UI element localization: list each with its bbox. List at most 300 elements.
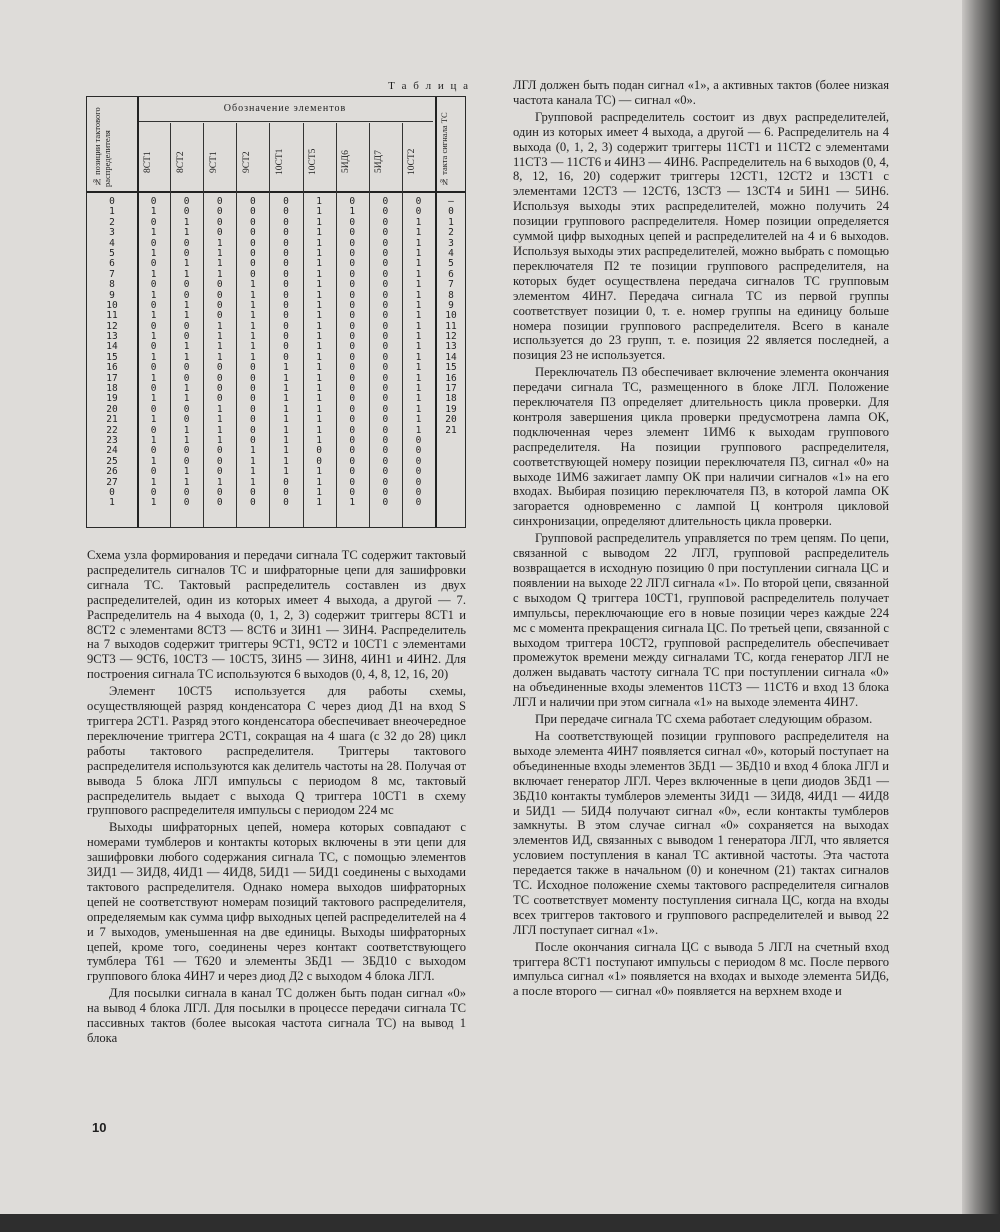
table-cell: 1 [415, 289, 422, 301]
table-cell: 0 [382, 383, 389, 395]
table-cell [437, 498, 465, 508]
table-cell: 1 [283, 372, 289, 384]
table-cell: 11 [106, 310, 118, 322]
table-cell: 0 [250, 216, 256, 228]
table-cell: 0 [183, 486, 190, 498]
table-column-element [236, 197, 269, 509]
table-cell: 1 [183, 351, 190, 363]
table-cell: 1 [283, 362, 289, 374]
table-cell: 1 [250, 299, 256, 311]
table-cell: 0 [349, 486, 356, 498]
paragraph: Групповой распределитель состоит из двух распределителей, один из которых имеет 4 выхода, а другой — 6. Распределитель на 4 выхода (0, 1, 2, 3) содержит триггеры 11СТ1 и 11СТ2 с элементами 11СТ3 — 11СТ6 и 4ИН3 — 4ИН6. Распределитель на 6 выходов (0, 4, 8, 12, 16, 20) содержит триггеры 12СТ1, 12СТ2 и 13СТ1 с элементами 12СТ3 — 12СТ6, 13СТ3 — 13СТ4 и 5ИН1 — 5ИН6. Используя выходы этих распределителей, можно получить 24 позиции группового распределителя. Номер позиции определяется суммой цифр выходных цепей и распределителей на 4 и 6 выходов. Используя выходы этих распределителей, можно выбрать с помощью переключателя П2 те позиции группового распределителя, на которых будет осуществлена передача сигналов ТС групповым элементом 4ИН7. Передача сигнала ТС из первой группы соответствует позиции 0, т. е. номер группы на единицу больше номера позиции группового распределителя. Всего в канале используется до 23 групп, т. е. позиция 22 является последней, а позиция 23 не используется. [513, 109, 889, 363]
paragraph: После окончания сигнала ЦС с вывода 5 ЛГЛ на счетный вход триггера 8СТ1 поступают импульсы с периодом 8 мс. После первого импульса сигнал «1» появляется на входах и выходе элемента 5ИД6, а после второго — сигнал «0» появляется на верхнем входе и [513, 939, 889, 999]
table-cell: 0 [382, 320, 389, 332]
table-cell: 1 [250, 476, 256, 488]
table-cell: 1 [250, 279, 256, 291]
table-cell: 8 [109, 279, 115, 291]
table-cell: 1 [316, 351, 322, 363]
table-cell: 0 [382, 227, 389, 239]
table-cell: — [448, 196, 454, 207]
table-cell: 1 [415, 320, 422, 332]
table-cell: 1 [216, 403, 223, 415]
table-cell: 1 [150, 289, 157, 301]
table-cell: 21 [445, 424, 457, 436]
table-cell: 1 [415, 310, 422, 322]
table-cell: 0 [283, 320, 289, 332]
table-cell: 0 [250, 434, 256, 446]
table-cell: 0 [150, 466, 157, 478]
table-cell: 1 [316, 372, 322, 384]
table-cell: 0 [183, 445, 190, 457]
table-cell: 0 [216, 445, 223, 457]
table-cell: 0 [349, 414, 356, 426]
table-cell: 1 [150, 206, 157, 218]
table-cell [437, 446, 465, 456]
table-cell: 0 [382, 341, 389, 353]
table-cell: 0 [349, 258, 356, 270]
table-cell: 0 [183, 497, 190, 509]
table-cell: 1 [316, 331, 322, 343]
table-cell: 0 [382, 216, 389, 228]
table-cell: 0 [283, 476, 289, 488]
table-cell: 1 [283, 383, 289, 395]
table-cell: 1 [415, 247, 422, 259]
table-cell: 1 [415, 341, 422, 353]
table-cell: 0 [216, 383, 223, 395]
table-cell: 0 [415, 434, 422, 446]
table-cell: 1 [415, 237, 422, 249]
table-cell: 5 [109, 247, 115, 259]
table-cell: 16 [445, 372, 457, 384]
table-cell: 0 [349, 268, 356, 280]
table-cell: 1 [316, 247, 322, 259]
table-cell: 0 [349, 372, 356, 384]
table-cell: 1 [283, 393, 289, 405]
table-cell: 0 [183, 414, 190, 426]
table-cell: 0 [216, 299, 223, 311]
table-cell: 0 [382, 351, 389, 363]
table-cell: 19 [106, 393, 118, 405]
table-cell: 0 [216, 497, 223, 509]
table-cell: 1 [150, 434, 157, 446]
table-cell: 0 [349, 383, 356, 395]
table-cell: 0 [382, 434, 389, 446]
table-cell: 1 [183, 466, 190, 478]
table-cell: 0 [316, 445, 322, 457]
table-cell: 1 [109, 206, 115, 218]
table-cell: 0 [382, 466, 389, 478]
table-cell: 0 [183, 362, 190, 374]
table-cell: 0 [283, 289, 289, 301]
table-cell: 12 [106, 320, 118, 332]
table-cell: 0 [382, 476, 389, 488]
table-cell: 1 [316, 206, 322, 218]
table-header-position: № позиции тактового распределителя [92, 107, 112, 187]
table-cell: 1 [283, 414, 289, 426]
table-cell: 1 [415, 279, 422, 291]
table-cell: 0 [216, 455, 223, 467]
table-cell: 0 [382, 196, 389, 207]
table-cell: 22 [106, 424, 118, 436]
table-cell: 1 [183, 434, 190, 446]
table-header-element: 8СТ2 [175, 151, 186, 173]
table-cell: 1 [316, 383, 322, 395]
table-cell: 21 [106, 414, 118, 426]
table-cell: 1 [316, 486, 322, 498]
left-text-column [87, 548, 466, 1048]
table-cell: 0 [183, 237, 190, 249]
table-cell: 1 [316, 227, 322, 239]
table-cell: 1 [316, 414, 322, 426]
table-cell: 0 [283, 258, 289, 270]
table-cell: 0 [382, 372, 389, 384]
table-cell: 9 [448, 299, 454, 311]
table-cell: 0 [150, 486, 157, 498]
table-cell: 0 [283, 216, 289, 228]
table-cell: 3 [109, 227, 115, 239]
table-cell: 0 [382, 299, 389, 311]
table-cell: 1 [109, 497, 115, 509]
table-cell: 0 [183, 247, 190, 259]
table-cell: 1 [283, 455, 289, 467]
table-cell: 1 [316, 299, 322, 311]
table-header-element: 10СТ2 [407, 148, 418, 176]
table-column-element [203, 197, 236, 509]
table-cell: 1 [150, 372, 157, 384]
table-cell: 1 [283, 403, 289, 415]
table-cell: 1 [150, 331, 157, 343]
table-cell: 0 [283, 331, 289, 343]
table-cell: 24 [106, 445, 118, 457]
table-cell: 5 [448, 258, 454, 270]
table-cell [437, 457, 465, 467]
table-cell: 0 [250, 206, 256, 218]
table-cell: 16 [106, 362, 118, 374]
table-cell: 1 [150, 247, 157, 259]
table-cell: 0 [216, 372, 223, 384]
table-cell: 23 [106, 434, 118, 446]
table-cell: 0 [250, 497, 256, 509]
table-column-element [137, 197, 170, 509]
table-cell: 0 [283, 247, 289, 259]
data-table [86, 96, 466, 528]
table-header-element: 5ИД7 [374, 150, 385, 174]
table-cell [437, 488, 465, 498]
table-cell: 2 [109, 216, 115, 228]
table-caption: Т а б л и ц а [388, 80, 470, 92]
table-cell: 13 [445, 341, 457, 353]
table-cell: 0 [183, 279, 190, 291]
table-cell: 0 [183, 289, 190, 301]
table-cell: 0 [216, 393, 223, 405]
table-cell: 0 [382, 445, 389, 457]
table-cell: 1 [316, 268, 322, 280]
table-cell: 1 [316, 403, 322, 415]
table-cell: 0 [382, 258, 389, 270]
table-cell: 0 [382, 424, 389, 436]
table-cell: 0 [349, 299, 356, 311]
table-cell: 0 [349, 455, 356, 467]
table-cell: 1 [415, 268, 422, 280]
table-cell: 0 [382, 497, 389, 509]
table-cell: 1 [316, 497, 322, 509]
table-cell: 13 [106, 331, 118, 343]
table-cell: 0 [216, 362, 223, 374]
paragraph: Выходы шифраторных цепей, номера которых совпадают с номерами тумблеров и контакты которых включены в эти цепи для зашифровки любого содержания сигнала ТС, с помощью элементов 3ИД1 — 3ИД8, 4ИД1 — 4ИД8, 5ИД1 — 5ИД1 соединены с выходами тактового распределителя. Однако номера выходов шифраторных цепей не соответствуют номерам позиций тактового распределителя, определяемым как сумма цифр выходных цепей распределителей на 4 и 7 выходов, уменьшенная на две единицы. Выходы шифраторных цепей, кроме того, соединены через контакт соответствующего тумблера Т61 — Т620 и элементы 3БД1 — 3БД10 с выходом группового блока 4ИН7 и через диод Д2 с выходом 4 блока ЛГЛ. [87, 820, 466, 984]
table-cell: 0 [382, 268, 389, 280]
table-cell: 0 [150, 341, 157, 353]
table-cell: 1 [349, 497, 356, 509]
table-cell: 1 [183, 227, 190, 239]
table-cell: 0 [183, 372, 190, 384]
table-cell: 0 [415, 486, 422, 498]
table-cell: 7 [109, 268, 115, 280]
table-cell: 0 [250, 196, 256, 207]
table-cell: 1 [349, 206, 356, 218]
table-cell: 17 [445, 383, 457, 395]
table-cell: 0 [382, 237, 389, 249]
table-cell: 1 [216, 434, 223, 446]
table-cell: 1 [316, 424, 322, 436]
table-cell: 0 [150, 424, 157, 436]
table-cell: 0 [382, 414, 389, 426]
table-cell: 0 [349, 466, 356, 478]
table-cell: 1 [316, 393, 322, 405]
table-cell: 0 [109, 196, 115, 207]
table-cell: 1 [216, 247, 223, 259]
page-number: 10 [92, 1120, 107, 1135]
table-cell: 0 [382, 310, 389, 322]
table-cell: 0 [349, 310, 356, 322]
table-column-element [269, 197, 302, 509]
paragraph: На соответствующей позиции группового распределителя на выходе элемента 4ИН7 появляется сигнал «0», который поступает на объединенные входы элементов 3БД1 — 3БД10 и вход 4 блока ЛГЛ и включает генератор ЛГЛ. Через включенные в цепи диодов 3БД1 — 3БД10 контакты тумблеров элементы 3ИД1 — 3ИД8, 4ИД1 — 4ИД8 и 5ИД1 — 5ИД4 получают сигнал «0», если контакты тумблеров замкнуты. В этом случае сигнал «0» сохраняется на выходах элементов ИД, связанных с выводом 1 генератора ЛГЛ, что является условием поступления в канал ТС активной частоты. Эта частота передается также в начальном (0) и конечном (21) тактах сигналов ТС. Исходное положение схемы тактового распределителя сигналов ТС соответствует моменту поступления сигнала ЦС, когда на входы всех триггеров тактового и группового распределителей и вывод 22 ЛГЛ поступает сигнал «1». [513, 728, 889, 937]
paragraph: При передаче сигнала ТС схема работает следующим образом. [535, 712, 873, 727]
table-cell: 1 [415, 299, 422, 311]
table-cell: 1 [316, 341, 322, 353]
table-cell: 0 [349, 320, 356, 332]
table-cell: 6 [109, 258, 115, 270]
table-cell: 14 [106, 341, 118, 353]
table-cell: 0 [150, 362, 157, 374]
table-cell: 0 [283, 237, 289, 249]
table-cell: 1 [448, 216, 454, 228]
table-cell: 0 [382, 393, 389, 405]
table-cell: 0 [250, 414, 256, 426]
table-cell: 0 [250, 362, 256, 374]
table-cell: 0 [150, 320, 157, 332]
table-cell: 1 [316, 279, 322, 291]
table-cell: 0 [183, 320, 190, 332]
table-cell: 1 [250, 289, 256, 301]
table-cell: 0 [349, 393, 356, 405]
table-cell: 0 [349, 331, 356, 343]
table-cell: 1 [415, 362, 422, 374]
table-cell: 1 [316, 237, 322, 249]
table-cell: 1 [183, 299, 190, 311]
table-cell: 3 [448, 237, 454, 249]
table-cell: 0 [216, 227, 223, 239]
table-cell: 0 [250, 268, 256, 280]
table-cell: 1 [183, 216, 190, 228]
table-cell: 0 [349, 247, 356, 259]
table-cell: 20 [445, 414, 457, 426]
table-cell: 1 [150, 476, 157, 488]
table-cell: 1 [183, 393, 190, 405]
table-cell: 1 [316, 216, 322, 228]
table-cell: 0 [349, 362, 356, 374]
table-cell: 1 [316, 196, 322, 207]
table-header-bottom-line [87, 191, 465, 193]
table-cell: 1 [183, 476, 190, 488]
table-cell: 15 [106, 351, 118, 363]
table-header-element: 10СТ1 [275, 148, 285, 176]
table-cell: 1 [216, 476, 223, 488]
table-cell: 12 [445, 331, 457, 343]
table-cell: 1 [150, 414, 157, 426]
table-cell: 1 [216, 320, 223, 332]
table-column-element [369, 197, 402, 509]
table-cell: 7 [448, 279, 454, 291]
table-header-tact: № такта сигнала ТС [439, 112, 449, 187]
table-cell: 0 [448, 206, 454, 218]
table-cell: 0 [150, 383, 157, 395]
table-cell: 1 [415, 331, 422, 343]
page-edge-shadow [962, 0, 1000, 1232]
table-cell: 1 [415, 383, 422, 395]
table-cell: 0 [216, 486, 223, 498]
table-cell: 1 [415, 414, 422, 426]
paragraph: Для посылки сигнала в канал ТС должен быть подан сигнал «0» на вывод 4 блока ЛГЛ. Для посылки в процессе передачи сигнала ТС пассивных тактов (более высокая частота сигнала ТС) на вывод 1 блока [87, 986, 466, 1045]
table-cell: 1 [216, 414, 223, 426]
table-cell: 0 [283, 279, 289, 291]
table-cell: 0 [150, 237, 157, 249]
table-cell: 1 [250, 310, 256, 322]
table-cell: 17 [106, 372, 118, 384]
table-cell: 0 [183, 331, 190, 343]
table-cell: 0 [382, 362, 389, 374]
table-cell: 0 [382, 247, 389, 259]
table-cell: 1 [183, 424, 190, 436]
table-cell: 0 [250, 372, 256, 384]
table-cell: 0 [283, 268, 289, 280]
table-cell: 0 [349, 476, 356, 488]
table-cell: 1 [250, 341, 256, 353]
table-cell: 0 [150, 403, 157, 415]
table-cell: 1 [316, 362, 322, 374]
table-cell [437, 436, 465, 446]
table-cell: 1 [216, 351, 223, 363]
table-cell: 0 [349, 216, 356, 228]
table-cell: 0 [382, 206, 389, 218]
table-header-element: 5ИД6 [341, 150, 352, 174]
table-cell: 0 [349, 341, 356, 353]
table-cell: 0 [250, 403, 256, 415]
table-cell: 1 [316, 310, 322, 322]
page-bottom-shadow [0, 1214, 1000, 1232]
table-cell: 18 [445, 393, 457, 405]
table-cell: 1 [150, 497, 157, 509]
table-cell: 1 [415, 351, 422, 363]
table-cell: 0 [415, 497, 422, 509]
table-cell: 1 [150, 268, 157, 280]
table-cell: 0 [382, 403, 389, 415]
table-cell: 0 [183, 206, 190, 218]
table-cell: 0 [250, 424, 256, 436]
table-cell: 0 [250, 383, 256, 395]
table-cell: 1 [150, 310, 157, 322]
table-cell: 0 [183, 196, 190, 207]
table-cell: 1 [316, 476, 322, 488]
table-cell: 0 [150, 445, 157, 457]
table-cell: 18 [106, 383, 118, 395]
table-cell: 0 [415, 466, 422, 478]
table-cell: 0 [250, 247, 256, 259]
table-cell: 1 [283, 466, 289, 478]
table-cell: 0 [150, 299, 157, 311]
table-cell: 1 [216, 331, 223, 343]
table-cell: 14 [445, 351, 457, 363]
table-cell: 1 [250, 331, 256, 343]
table-cell: 0 [150, 258, 157, 270]
table-cell: 1 [316, 258, 322, 270]
table-cell: 1 [250, 455, 256, 467]
table-cell: 1 [183, 258, 190, 270]
paragraph: Схема узла формирования и передачи сигнала ТС содержит тактовый распределитель сигналов ТС и шифраторные цепи для зашифровки сигнала ТС. Тактовый распределитель составлен из двух распределителей, один из которых имеет 4 выхода, а другой — 7. Распределитель на 4 выхода (0, 1, 2, 3) содержит триггеры 8СТ1 и 8СТ2 с элементами 8СТ3 — 8СТ6 и 3ИН1 — 3ИН4. Распределитель на 7 выходов содержит триггеры 9СТ1, 9СТ2 и 10СТ1 с элементами 9СТ3 — 9СТ6, 10СТ3 — 10СТ5, 3ИН5 — 3ИН8, 4ИН1 и 4ИН2. Для построения сигнала ТС используются 6 выходов (0, 4, 8, 12, 16, 20) [87, 548, 466, 682]
table-cell: 0 [216, 196, 223, 207]
table-column-element [303, 197, 336, 509]
table-cell: 0 [250, 258, 256, 270]
table-cell [437, 467, 465, 477]
table-cell: 0 [283, 299, 289, 311]
paragraph: Переключатель П3 обеспечивает включение элемента окончания передачи сигнала ТС, размещенного в блоке ЛГЛ. Положение переключателя П3 определяет длительность цикла проверки. Для контроля завершения цикла проверки предусмотрена лампа ОК, подключенная через элемент 1ИМ6 к выходам группового распределителя. На позиции группового распределителя, соответствующей номеру позиции переключателя П3, сигнал «0» на выходе 1ИМ6 зажигает лампу ОК при наличии сигналов «1» на его входах. Выбирая позицию переключателя П3, в которой лампа ОК загорается одновременно с лампой Ц контроля цикловой синхронизации, определяют длительность цикла проверки. [513, 365, 889, 529]
table-cell: 1 [150, 351, 157, 363]
table-cell: 0 [415, 196, 422, 207]
table-cell: 1 [150, 455, 157, 467]
table-header-element: 9СТ2 [241, 151, 252, 173]
table-column-tact [437, 197, 465, 509]
table-cell: 1 [415, 424, 422, 436]
table-cell: 0 [283, 310, 289, 322]
table-cell: 0 [382, 289, 389, 301]
table-cell: 1 [216, 341, 223, 353]
table-cell: 0 [283, 351, 289, 363]
table-cell: 1 [216, 424, 223, 436]
table-column-element [170, 197, 203, 509]
table-cell: 11 [445, 320, 457, 332]
table-cell: 1 [316, 320, 322, 332]
table-cell: 0 [283, 227, 289, 239]
table-cell: 0 [150, 279, 157, 291]
table-cell: 1 [283, 424, 289, 436]
table-cell: 1 [183, 310, 190, 322]
table-cell: 1 [283, 434, 289, 446]
table-cell: 4 [448, 247, 454, 259]
right-text-column [513, 78, 889, 1001]
table-cell: 0 [349, 351, 356, 363]
table-cell: 1 [250, 320, 256, 332]
table-header-element: 10СТ5 [308, 148, 319, 176]
table-cell: 1 [316, 434, 322, 446]
table-cell: 1 [150, 227, 157, 239]
table-header-element: 9СТ1 [208, 151, 219, 173]
table-cell: 0 [183, 403, 190, 415]
table-cell: 0 [349, 279, 356, 291]
table-cell: 0 [283, 497, 289, 509]
table-cell: 15 [445, 362, 457, 374]
table-cell: 1 [250, 351, 256, 363]
table-cell: 0 [382, 331, 389, 343]
table-cell: 10 [106, 299, 118, 311]
